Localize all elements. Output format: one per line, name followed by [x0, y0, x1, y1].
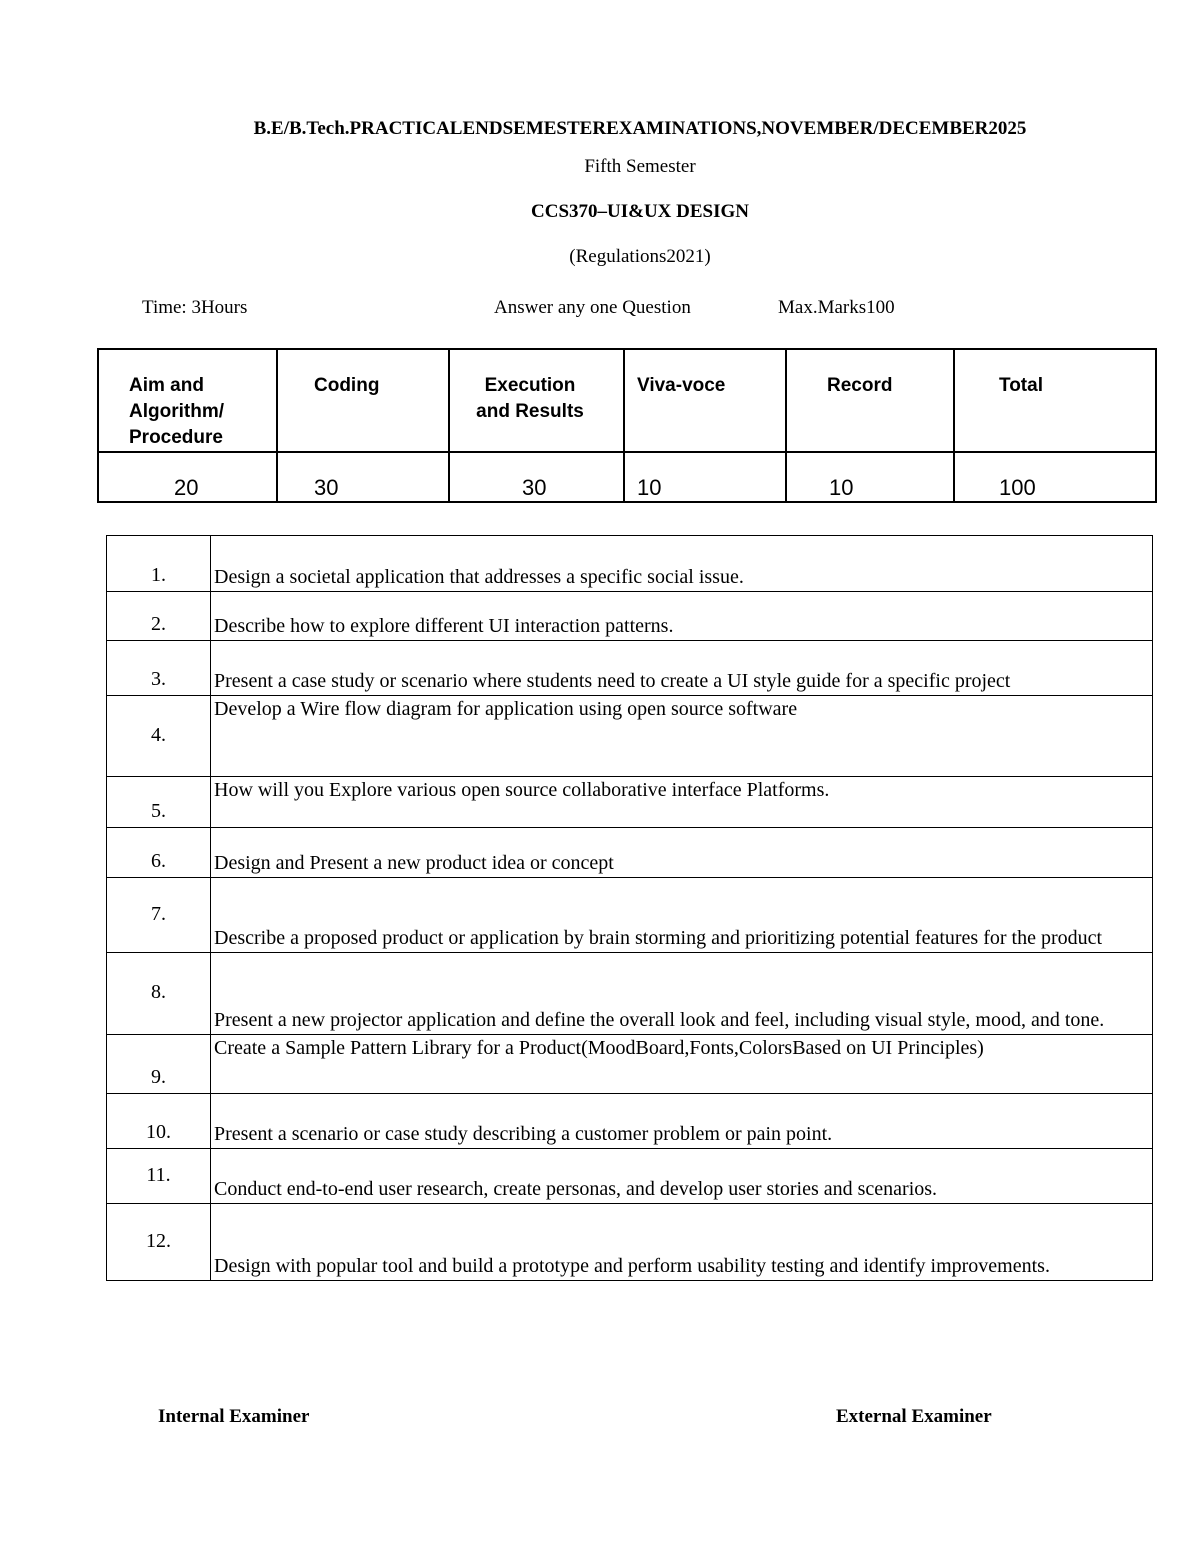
- question-row: [107, 696, 1153, 777]
- marks-header-execution-text: Execution and Results: [476, 375, 584, 422]
- exam-time: Time: 3Hours: [142, 297, 248, 318]
- marks-header-row: [98, 349, 1156, 452]
- question-number: 10.: [107, 1094, 211, 1149]
- question-number: 2.: [107, 592, 211, 641]
- exam-title: B.E/B.Tech.PRACTICALENDSEMESTEREXAMINATIONS,NOVEMBER/DECEMBER2025: [253, 118, 1027, 139]
- internal-examiner-label: Internal Examiner: [158, 1406, 310, 1427]
- question-number: 5.: [107, 777, 211, 828]
- question-text: Conduct end-to-end user research, create personas, and develop user stories and scenarios.: [211, 1149, 1153, 1204]
- course-title: CCS370–UI&UX DESIGN: [531, 201, 749, 222]
- question-row: [107, 828, 1153, 878]
- question-text: Design a societal application that addresses a specific social issue.: [211, 536, 1153, 592]
- marks-value-aim: 20: [98, 452, 277, 502]
- marks-value-coding: 30: [277, 452, 449, 502]
- question-number: 11.: [107, 1149, 211, 1204]
- question-row: [107, 777, 1153, 828]
- marks-distribution-table: [97, 348, 1157, 503]
- marks-header-aim: Aim and Algorithm/ Procedure: [98, 349, 277, 452]
- max-marks: Max.Marks100: [778, 297, 895, 318]
- question-number: 12.: [107, 1204, 211, 1281]
- question-text: Present a new projector application and define the overall look and feel, including visual style, mood, and tone.: [211, 953, 1153, 1035]
- question-number: 1.: [107, 536, 211, 592]
- questions-table: [106, 535, 1153, 1281]
- question-text: Describe a proposed product or application by brain storming and prioritizing potential features for the product: [211, 878, 1153, 953]
- question-text: Develop a Wire flow diagram for application using open source software: [211, 696, 1153, 777]
- question-text: Present a case study or scenario where students need to create a UI style guide for a specific project: [211, 641, 1153, 696]
- question-number: 4.: [107, 696, 211, 777]
- answer-instruction: Answer any one Question: [494, 297, 691, 318]
- question-text: Design and Present a new product idea or concept: [211, 828, 1153, 878]
- marks-header-execution: [449, 349, 624, 452]
- marks-value-row: [98, 452, 1156, 502]
- question-text: How will you Explore various open source collaborative interface Platforms.: [211, 777, 1153, 828]
- question-row: [107, 1149, 1153, 1204]
- question-row: [107, 1035, 1153, 1094]
- question-row: [107, 878, 1153, 953]
- marks-header-viva: Viva-voce: [624, 349, 786, 452]
- marks-header-coding: Coding: [277, 349, 449, 452]
- marks-header-record: Record: [786, 349, 954, 452]
- question-row: [107, 592, 1153, 641]
- question-number: 9.: [107, 1035, 211, 1094]
- question-row: [107, 1204, 1153, 1281]
- marks-value-execution: 30: [449, 452, 624, 502]
- question-number: 6.: [107, 828, 211, 878]
- question-text: Present a scenario or case study describing a customer problem or pain point.: [211, 1094, 1153, 1149]
- regulations: (Regulations2021): [569, 246, 711, 267]
- marks-value-record: 10: [786, 452, 954, 502]
- marks-value-viva: 10: [624, 452, 786, 502]
- question-row: [107, 953, 1153, 1035]
- question-number: 3.: [107, 641, 211, 696]
- semester: Fifth Semester: [584, 156, 696, 177]
- question-row: [107, 641, 1153, 696]
- question-text: Describe how to explore different UI interaction patterns.: [211, 592, 1153, 641]
- marks-header-total: Total: [954, 349, 1156, 452]
- external-examiner-label: External Examiner: [836, 1406, 992, 1427]
- question-text: Design with popular tool and build a prototype and perform usability testing and identify improvements.: [211, 1204, 1153, 1281]
- question-text: Create a Sample Pattern Library for a Product(MoodBoard,Fonts,ColorsBased on UI Principles): [211, 1035, 1153, 1094]
- question-row: [107, 536, 1153, 592]
- marks-value-total: 100: [954, 452, 1156, 502]
- question-number: 7.: [107, 878, 211, 953]
- question-number: 8.: [107, 953, 211, 1035]
- question-row: [107, 1094, 1153, 1149]
